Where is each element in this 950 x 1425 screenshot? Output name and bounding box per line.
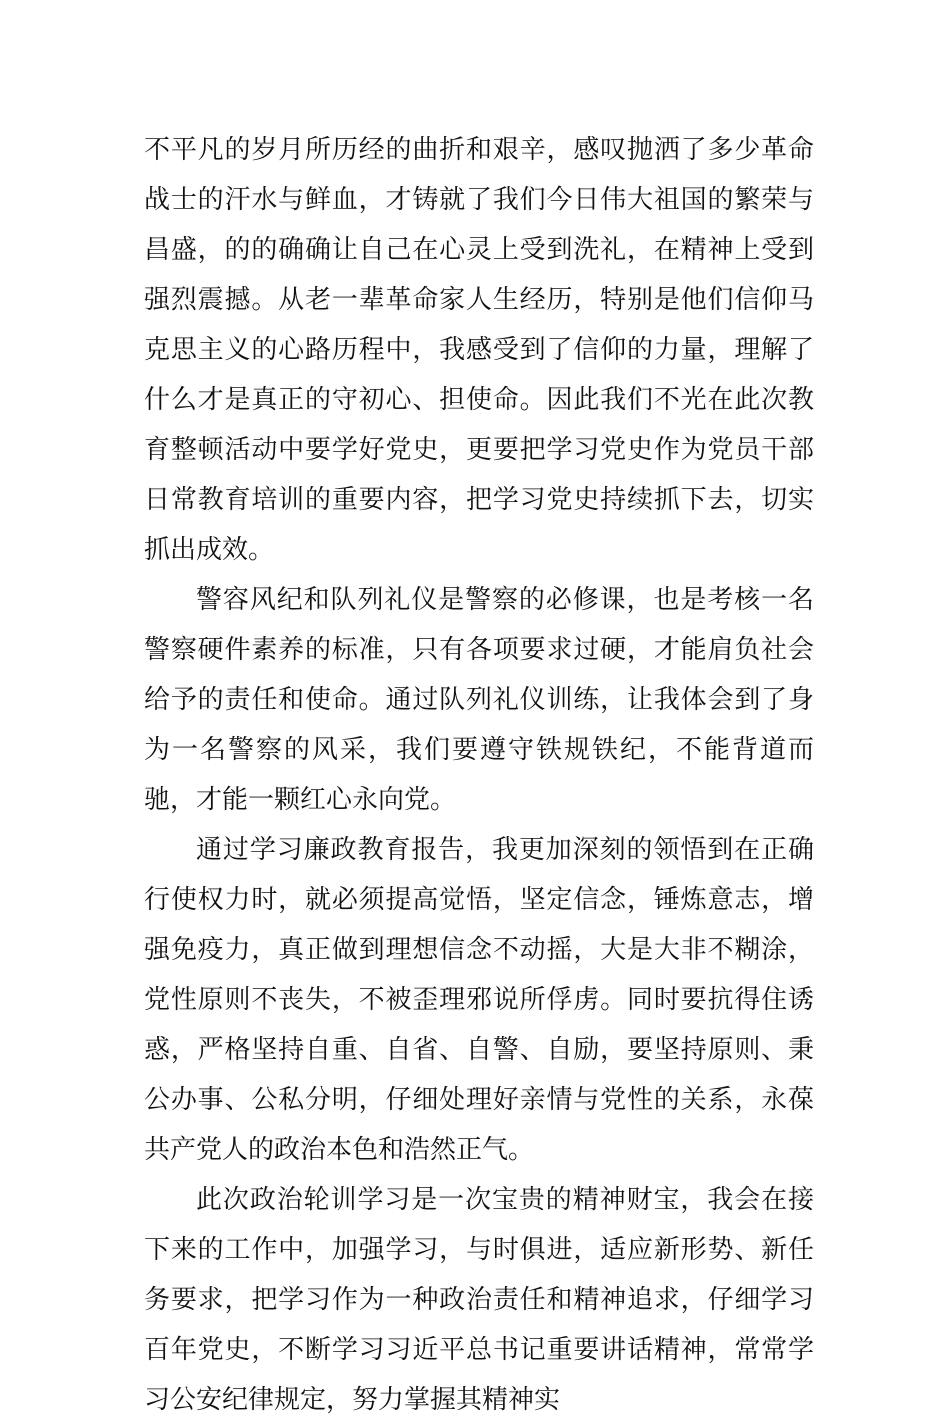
paragraph-political-training: 此次政治轮训学习是一次宝贵的精神财宝，我会在接下来的工作中，加强学习，与时俱进，适应新形势、新任务要求，把学习作为一种政治责任和精神追求，仔细学习百年党史，不断学习习近平总书记重要讲话精神，常常学习公安纪律规定，努力掌握其精神实 bbox=[144, 1185, 814, 1415]
document-body bbox=[144, 125, 814, 1425]
paragraph-continuation: 不平凡的岁月所历经的曲折和艰辛，感叹抛洒了多少革命战士的汗水与鲜血，才铸就了我们今日伟大祖国的繁荣与昌盛，的的确确让自己在心灵上受到洗礼，在精神上受到强烈震撼。从老一辈革命家人生经历，特别是他们信仰马克思主义的心路历程中，我感受到了信仰的力量，理解了什么才是真正的守初心、担使命。因此我们不光在此次教育整顿活动中要学好党史，更要把学习党史作为党员干部日常教育培训的重要内容，把学习党史持续抓下去，切实抓出成效。 bbox=[144, 135, 814, 565]
paragraph-police-discipline: 警容风纪和队列礼仪是警察的必修课，也是考核一名警察硬件素养的标准，只有各项要求过硬，才能肩负社会给予的责任和使命。通过队列礼仪训练，让我体会到了身为一名警察的风采，我们要遵守铁规铁纪，不能背道而驰，才能一颗红心永向党。 bbox=[144, 585, 814, 815]
paragraph-integrity-education: 通过学习廉政教育报告，我更加深刻的领悟到在正确行使权力时，就必须提高觉悟，坚定信念，锤炼意志，增强免疫力，真正做到理想信念不动摇，大是大非不糊涂，党性原则不丧失，不被歪理邪说所俘虏。同时要抗得住诱惑，严格坚持自重、自省、自警、自励，要坚持原则、秉公办事、公私分明，仔细处理好亲情与党性的关系，永葆共产党人的政治本色和浩然正气。 bbox=[144, 835, 814, 1165]
